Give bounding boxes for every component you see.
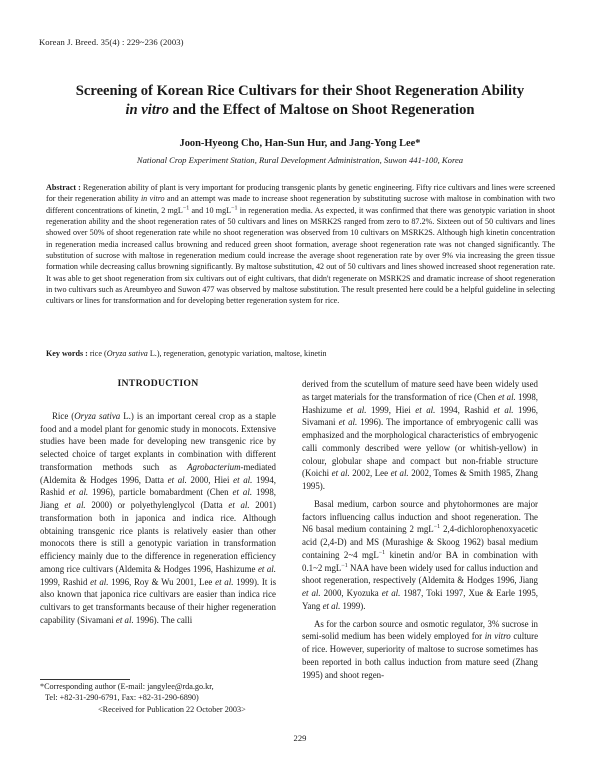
italic-run: et al. [322, 600, 341, 611]
abstract-text-3: and 10 mgL [189, 205, 232, 215]
italic-run: et al. [498, 391, 516, 402]
italic-run: et al. [381, 588, 401, 598]
footnote [40, 681, 280, 715]
italic-run: et al. [228, 500, 250, 510]
italic-run: et al. [64, 500, 86, 510]
text-run: L.) is an important cereal crop as a staple food and a model plant for genomic study in monocots. Extensive studies have been made for developing new transgenic rice by selected choice of target explants in combination with different transformation methods such as [40, 410, 276, 472]
text-run: As for the carbon source and osmotic regulator, 3% sucrose in semi-solid medium has been widely employed for [302, 618, 538, 642]
abstract-label: Abstract : [46, 183, 81, 192]
abstract [46, 182, 555, 307]
paper-title [30, 82, 570, 120]
text-run: 1999). It is also known that japonica rice cultivars are easier than indica rice cultivars to get transformants because of their higher regeneration capability (Sivamani [40, 576, 277, 625]
abstract-italic-in-vitro: in vitro [140, 194, 165, 204]
text-run: derived from the scutellum of mature seed have been widely used as target materials for the transformation of rice (Chen [302, 379, 538, 402]
received-date: <Received for Publication 22 October 2003> [98, 704, 246, 714]
text-run: 1996). The calli [133, 614, 193, 625]
superscript-run: −1 [433, 524, 441, 531]
italic-run: et al. [346, 404, 367, 415]
intro-paragraph-3 [302, 618, 538, 682]
italic-run: Oryza sativa [74, 410, 121, 421]
text-run: -mediated (Aldemita & Hodges 1996, Datta [40, 461, 276, 485]
abstract-text-1: Regeneration ability of plant is very important for producing transgenic plants by genetic engineering. Fifty rice cultivars and lines were screened for their regeneration ability [46, 183, 555, 204]
author-affiliation: National Crop Experiment Station, Rural Development Administration, Suwon 441-100, Korea [136, 155, 464, 165]
italic-run: et al. [167, 474, 187, 485]
text-run: Rice ( [52, 410, 75, 421]
footnote-line-2: Tel: +82-31-290-6791, Fax: +82-31-290-6890) [45, 693, 199, 703]
text-run: 2,4-dichlorophenoxyacetic acid (2,4-D) and MS (Murashige & Skoog 1962) basal medium containing 2~4 mgL [302, 524, 538, 560]
text-run: 2002, Tomes & Smith 1985, Zhang 1995). [302, 468, 538, 491]
italic-run: et al. [390, 468, 409, 479]
italic-run: in vitro [484, 631, 511, 642]
text-run: 1994, Rashid [40, 474, 277, 498]
title-line-1: Screening of Korean Rice Cultivars for their Shoot Regeneration Ability [75, 83, 525, 99]
italic-run: Agrobacterium [187, 461, 241, 472]
title-line-2: and the Effect of Maltose on Shoot Regeneration [168, 102, 475, 118]
author-list: Joon-Hyeong Cho, Han-Sun Hur, and Jang-Yong Lee* [179, 138, 421, 149]
abstract-sup-2: −1 [231, 205, 238, 211]
text-run: 1994, Rashid [435, 404, 494, 415]
keywords-label: Key words : [46, 349, 88, 358]
italic-run: et al. [233, 474, 253, 485]
italic-run: et al. [338, 417, 358, 428]
intro-paragraph-1 [40, 410, 276, 627]
text-run: 1998, Hashizume [302, 391, 538, 415]
title-italic-in-vitro: in vitro [125, 102, 169, 118]
intro-paragraph-2 [302, 498, 538, 613]
abstract-text-4: in regeneration media. As expected, it was confirmed that there was genotypic variation in shoot regeneration ability and the shoot regeneration rates of 50 cultivars and lines on MSRK2S ranged from zero to 87.2%. Sixteen out of 50 cultivars and lines showed over 50% of shoot regeneration rate while no shoot regeneration was observed from 10 cultivars on MSRK2S. Although high kinetin concentration in regeneration media increased callus browning and reduced green shoot formation, average shoot regeneration rate was not changed significantly. The substitution of sucrose with maltose in regeneration medium could increase the average shoot regeneration rate by over 9% via increasing the green tissue formation while decreasing callus browning significantly. By maltose substitution, 42 out of 50 cultivars and lines showed increased shoot regeneration rate. It was able to get shoot regeneration from six cultivars out of eight cultivars, that didn't regenerate on MSRK2S and dramatic increase of shoot regeneration in two cultivars such as Areumbyeo and Suwon 477 was observed by maltose substitution. The result presented here could be a helpful guideline in selecting cultivars or lines for transformation and for developing better regeneration system for rice. [46, 205, 556, 306]
italic-run: et al. [257, 563, 276, 574]
intro-paragraph-1-cont [302, 378, 538, 493]
page-number: 229 [293, 733, 307, 743]
italic-run: et al. [331, 468, 350, 479]
italic-run: et al. [232, 487, 253, 498]
text-run: 2002, Lee [349, 468, 391, 479]
superscript-run: −1 [378, 549, 386, 556]
right-column [302, 378, 538, 681]
italic-run: et al. [115, 614, 134, 625]
italic-run: et al. [302, 588, 321, 598]
text-run: 1999, Hiei [366, 404, 416, 415]
italic-run: et al. [90, 576, 109, 587]
introduction-heading: INTRODUCTION [117, 378, 199, 389]
text-run: culture of rice. However, superiority of maltose to sucrose sometimes has been reported in both callus induction from mature seed (Zhang 1995) and shoot regen- [302, 631, 539, 680]
journal-reference: Korean J. Breed. 35(4) : 229~236 (2003) [39, 37, 184, 47]
italic-run: et al. [493, 404, 514, 415]
keywords-post: L.), regeneration, genotypic variation, maltose, kinetin [147, 349, 327, 358]
keywords-pre: rice ( [87, 349, 107, 358]
italic-run: et al. [215, 576, 234, 587]
text-run: 1996). The importance of embryogenic calli was emphasized and the morphological characteristics of embryogenic calli commonly described were yellow (or whitish-yellow) in colour, globular shape and compact but non-friable structure (Koichi [302, 417, 538, 479]
abstract-text-2: and an attempt was made to increase shoot regeneration by substituting sucrose with maltose in combination with two different concentrations of kinetin, 2 mgL [46, 194, 555, 215]
text-run: kinetin and/or BA in combination with 0.1~2 mgL [302, 549, 538, 573]
italic-run: et al. [415, 404, 436, 415]
text-run: 1996), particle bomabardment (Chen [88, 487, 233, 498]
text-run: 1999). [340, 600, 366, 611]
text-run: Basal medium, carbon source and phytohormones are major factors influencing callus induction and shoot regeneration. The N6 basal medium containing 2 mgL [302, 498, 538, 535]
left-column [40, 378, 276, 627]
text-run: 2000, Kyozuka [320, 588, 382, 598]
text-run: 1996, Roy & Wu 2001, Lee [108, 576, 216, 587]
text-run: 2001) transformation both in japonica and indica rice. Although obtaining transgenic rice plants is relatively easier than other monocots there is still a genotypic variation in transformation efficiency mainly due to the difference in regeneration efficiency among rice cultivars (Aldemita & Hodges 1996, Hashizume [40, 500, 277, 574]
superscript-run: −1 [341, 562, 348, 569]
abstract-sup-1: −1 [182, 205, 190, 211]
footnote-rule [40, 679, 130, 680]
text-run: 2000) or polyethylenglycol (Datta [85, 500, 229, 510]
text-run: 2000, Hiei [186, 474, 234, 485]
footnote-line-1: *Corresponding author (E-mail: jangylee@rda.go.kr, [40, 682, 214, 691]
text-run: 1999, Rashid [40, 576, 91, 587]
text-run: 1987, Toki 1997, Xue & Earle 1995, Yang [302, 588, 539, 611]
keywords-italic: Oryza sativa [106, 349, 148, 358]
text-run: 1998, Jiang [40, 487, 276, 510]
keywords [46, 348, 555, 359]
italic-run: et al. [68, 487, 89, 498]
text-run: NAA have been widely used for callus induction and shoot regeneration, respectively (Aldemita & Hodges 1996, Jiang [302, 562, 538, 586]
text-run: 1996, Sivamani [302, 404, 539, 428]
